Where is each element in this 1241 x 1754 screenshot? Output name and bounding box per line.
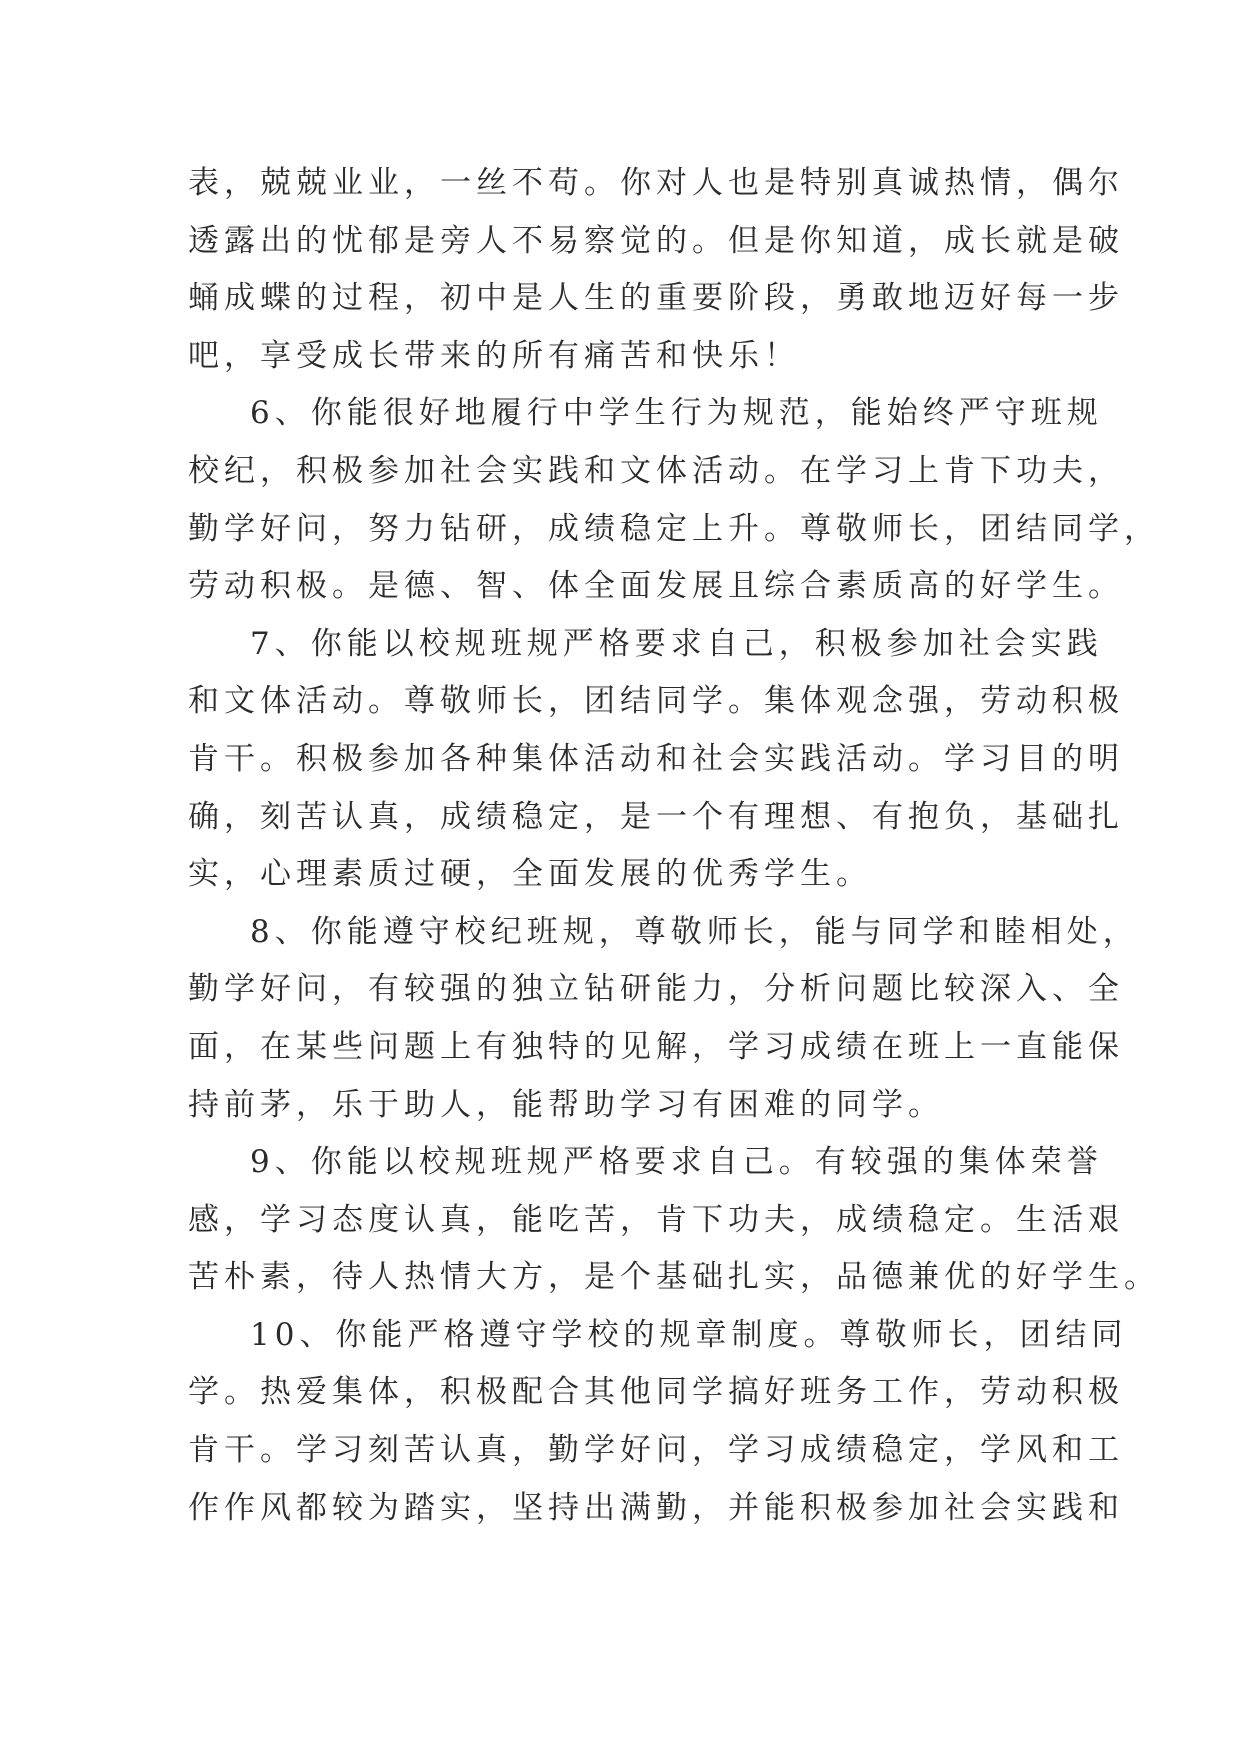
paragraph-5-continued bbox=[188, 155, 1124, 385]
text-line: 苦朴素，待人热情大方，是个基础扎实，品德兼优的好学生。 bbox=[188, 1259, 1160, 1296]
text-line: 学。热爱集体，积极配合其他同学搞好班务工作，劳动积极 bbox=[188, 1374, 1124, 1411]
text-line: 勤学好问，努力钻研，成绩稳定上升。尊敬师长，团结同学， bbox=[188, 510, 1160, 547]
text-line: 8、你能遵守校纪班规，尊敬师长，能与同学和睦相处， bbox=[250, 913, 1139, 950]
text-line: 勤学好问，有较强的独立钻研能力，分析问题比较深入、全 bbox=[188, 971, 1124, 1008]
text-line: 表，兢兢业业，一丝不苟。你对人也是特别真诚热情，偶尔 bbox=[188, 165, 1124, 201]
text-line: 面，在某些问题上有独特的见解，学习成绩在班上一直能保 bbox=[188, 1028, 1124, 1065]
text-line: 肯干。积极参加各种集体活动和社会实践活动。学习目的明 bbox=[188, 740, 1124, 777]
text-line: 10、你能严格遵守学校的规章制度。尊敬师长，团结同 bbox=[250, 1316, 1128, 1353]
paragraph-9 bbox=[188, 1134, 1160, 1307]
text-line: 作作风都较为踏实，坚持出满勤，并能积极参加社会实践和 bbox=[188, 1489, 1124, 1526]
document-body bbox=[188, 155, 1160, 1537]
paragraph-6 bbox=[188, 385, 1160, 615]
text-line: 持前茅，乐于助人，能帮助学习有困难的同学。 bbox=[188, 1086, 944, 1123]
text-line: 肯干。学习刻苦认真，勤学好问，学习成绩稳定，学风和工 bbox=[188, 1432, 1124, 1469]
text-line: 透露出的忧郁是旁人不易察觉的。但是你知道，成长就是破 bbox=[188, 222, 1124, 259]
text-line: 蛹成蝶的过程，初中是人生的重要阶段，勇敢地迈好每一步 bbox=[188, 280, 1124, 317]
paragraph-10 bbox=[188, 1307, 1128, 1537]
text-line: 实，心理素质过硬，全面发展的优秀学生。 bbox=[188, 856, 872, 893]
text-line: 校纪，积极参加社会实践和文体活动。在学习上肯下功夫， bbox=[188, 452, 1124, 489]
text-line: 9、你能以校规班规严格要求自己。有较强的集体荣誉 bbox=[250, 1144, 1103, 1181]
paragraph-8 bbox=[188, 904, 1139, 1134]
paragraph-7 bbox=[188, 616, 1124, 904]
text-line: 6、你能很好地履行中学生行为规范，能始终严守班规 bbox=[250, 395, 1103, 432]
text-line: 劳动积极。是德、智、体全面发展且综合素质高的好学生。 bbox=[188, 568, 1124, 605]
text-line: 确，刻苦认真，成绩稳定，是一个有理想、有抱负，基础扎 bbox=[188, 798, 1124, 835]
text-line: 和文体活动。尊敬师长，团结同学。集体观念强，劳动积极 bbox=[188, 683, 1124, 720]
text-line: 7、你能以校规班规严格要求自己，积极参加社会实践 bbox=[250, 625, 1103, 662]
text-line: 感，学习态度认真，能吃苦，肯下功夫，成绩稳定。生活艰 bbox=[188, 1201, 1124, 1238]
text-line: 吧，享受成长带来的所有痛苦和快乐！ bbox=[188, 337, 800, 374]
